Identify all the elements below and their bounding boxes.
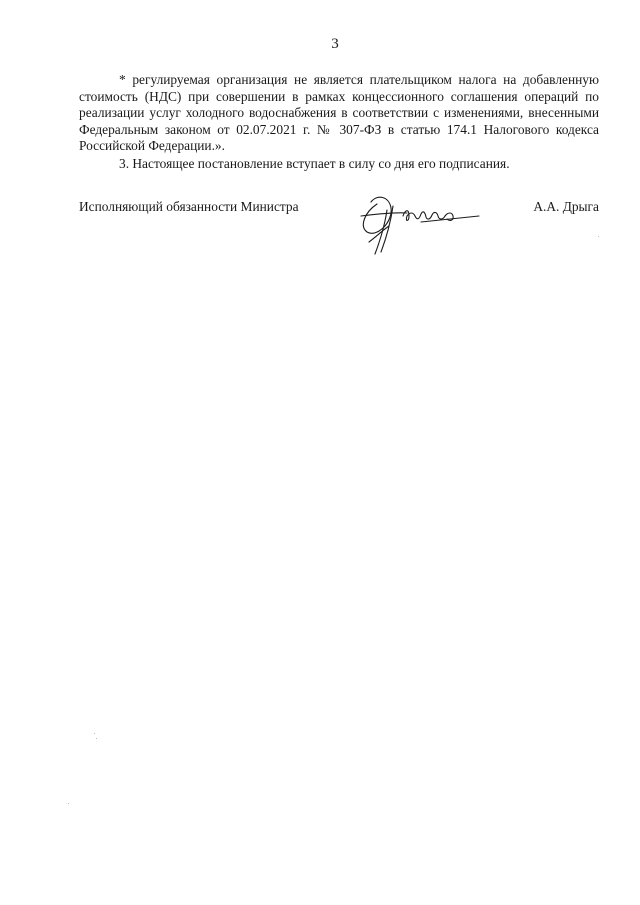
paragraph-footnote-vat: * регулируемая организация не является плательщиком налога на добавленную стоимость (НДС) при совершении в рамках концессионного соглашения операций по реализации услуг холодного водоснабжения в соответствии с изменениями, внесенными Федеральным законом от 02.07.2021 г. № 307-ФЗ в статью 174.1 Налогового кодекса Российской Федерации.».	[79, 72, 599, 154]
paragraph-effective-date: 3. Настоящее постановление вступает в силу со дня его подписания.	[119, 155, 510, 171]
page-number: 3	[331, 36, 339, 52]
document-body	[79, 72, 599, 173]
signer-name: А.А. Дрыга	[533, 199, 599, 214]
scan-speck	[96, 738, 97, 739]
signature-block	[79, 196, 599, 266]
handwritten-signature-icon	[347, 186, 487, 266]
scan-speck	[94, 733, 95, 734]
scan-speck	[68, 803, 69, 804]
signer-position: Исполняющий обязанности Министра	[79, 199, 299, 214]
scan-speck	[598, 236, 599, 237]
